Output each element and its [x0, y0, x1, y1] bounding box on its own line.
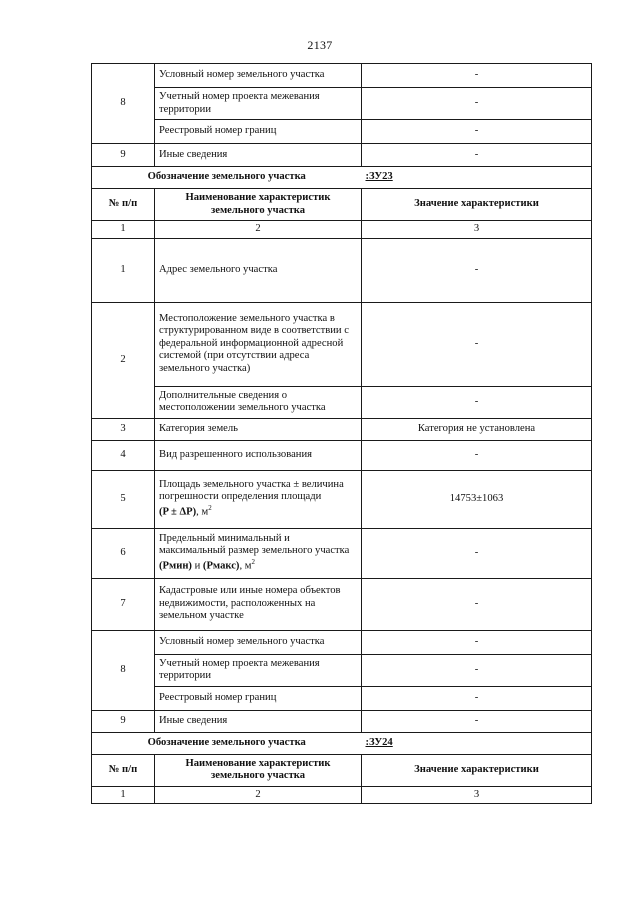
row-number: 8 — [92, 64, 155, 144]
table-row — [92, 686, 592, 710]
designation-value: :ЗУ24 — [365, 736, 393, 748]
table-row — [92, 654, 592, 686]
index-3: 3 — [362, 786, 592, 804]
table-row — [92, 302, 592, 386]
row-number: 8 — [92, 630, 155, 710]
characteristic-value: - — [362, 440, 592, 470]
header-value: Значение характеристики — [362, 754, 592, 786]
characteristic-value: - — [362, 120, 592, 144]
row-number: 7 — [92, 578, 155, 630]
characteristic-name: Вид разрешенного использования — [155, 440, 362, 470]
characteristic-value: - — [362, 710, 592, 732]
characteristic-name: Учетный номер проекта межевания территории — [155, 88, 362, 120]
characteristic-value: - — [362, 238, 592, 302]
characteristic-value: - — [362, 528, 592, 578]
characteristic-name: Условный номер земельного участка — [155, 64, 362, 88]
designation-label: Обозначение земельного участка — [92, 167, 362, 189]
characteristic-name: Иные сведения — [155, 710, 362, 732]
characteristic-name: Местоположение земельного участка в структурированном виде в соответствии с федеральной информационной адресной системой (при отсутствии адреса земельного участка) — [155, 302, 362, 386]
index-2: 2 — [155, 786, 362, 804]
index-2: 2 — [155, 221, 362, 239]
characteristic-name: Кадастровые или иные номера объектов недвижимости, расположенных на земельном участке — [155, 578, 362, 630]
header-row — [92, 754, 592, 786]
characteristic-name: Учетный номер проекта межевания территории — [155, 654, 362, 686]
index-1: 1 — [92, 786, 155, 804]
characteristic-value: - — [362, 578, 592, 630]
table-row — [92, 386, 592, 418]
header-value: Значение характеристики — [362, 189, 592, 221]
page-number: 2137 — [307, 38, 333, 52]
table-row — [92, 238, 592, 302]
table-row — [92, 440, 592, 470]
table-row — [92, 144, 592, 167]
characteristic-name: Категория земель — [155, 418, 362, 440]
row-number: 3 — [92, 418, 155, 440]
characteristic-name: Условный номер земельного участка — [155, 630, 362, 654]
characteristic-value: Категория не установлена — [362, 418, 592, 440]
row-number: 6 — [92, 528, 155, 578]
size-text: Предельный минимальный и максимальный размер земельного участка — [159, 532, 350, 557]
area-text: Площадь земельного участка ± величина погрешности определения площади — [159, 478, 344, 503]
row-number: 9 — [92, 710, 155, 732]
characteristic-name: Дополнительные сведения о местоположении земельного участка — [155, 386, 362, 418]
header-number: № п/п — [92, 754, 155, 786]
table-row — [92, 418, 592, 440]
designation-value-cell — [362, 732, 592, 754]
characteristic-name: Реестровый номер границ — [155, 686, 362, 710]
row-number: 2 — [92, 302, 155, 418]
area-unit: , м — [196, 506, 209, 518]
characteristic-value: - — [362, 144, 592, 167]
characteristic-name: Иные сведения — [155, 144, 362, 167]
header-number: № п/п — [92, 189, 155, 221]
characteristic-name: Адрес земельного участка — [155, 238, 362, 302]
header-name: Наименование характеристик земельного участка — [155, 754, 362, 786]
characteristic-name — [155, 470, 362, 528]
designation-value: :ЗУ23 — [365, 171, 393, 183]
designation-row — [92, 732, 592, 754]
size-unit: , м — [239, 560, 252, 572]
row-number: 4 — [92, 440, 155, 470]
characteristic-value: - — [362, 302, 592, 386]
table-row — [92, 64, 592, 88]
pmax-label: (Pмакс) — [202, 560, 240, 572]
header-name: Наименование характеристик земельного участка — [155, 189, 362, 221]
row-number: 1 — [92, 238, 155, 302]
table-row — [92, 578, 592, 630]
characteristic-value: - — [362, 630, 592, 654]
header-row — [92, 189, 592, 221]
designation-label: Обозначение земельного участка — [92, 732, 362, 754]
characteristic-value: - — [362, 64, 592, 88]
characteristic-value: - — [362, 386, 592, 418]
table-row — [92, 710, 592, 732]
characteristic-value: - — [362, 654, 592, 686]
table-row — [92, 630, 592, 654]
designation-value-cell — [362, 167, 592, 189]
table-row — [92, 120, 592, 144]
index-row — [92, 786, 592, 804]
area-unit-exponent: 2 — [208, 503, 212, 512]
characteristic-value: - — [362, 686, 592, 710]
row-number: 5 — [92, 470, 155, 528]
characteristic-value: - — [362, 88, 592, 120]
land-plot-table — [91, 63, 592, 804]
characteristic-name — [155, 528, 362, 578]
index-row — [92, 221, 592, 239]
pmin-label: (Pмин) — [159, 560, 192, 572]
table-row — [92, 528, 592, 578]
table-row — [92, 470, 592, 528]
index-3: 3 — [362, 221, 592, 239]
index-1: 1 — [92, 221, 155, 239]
characteristic-value: 14753±1063 — [362, 470, 592, 528]
area-formula: (P ± ΔP) — [159, 506, 197, 518]
table-row — [92, 88, 592, 120]
characteristic-name: Реестровый номер границ — [155, 120, 362, 144]
size-unit-exponent: 2 — [251, 557, 255, 566]
designation-row — [92, 167, 592, 189]
and-text: и — [191, 560, 203, 572]
row-number: 9 — [92, 144, 155, 167]
